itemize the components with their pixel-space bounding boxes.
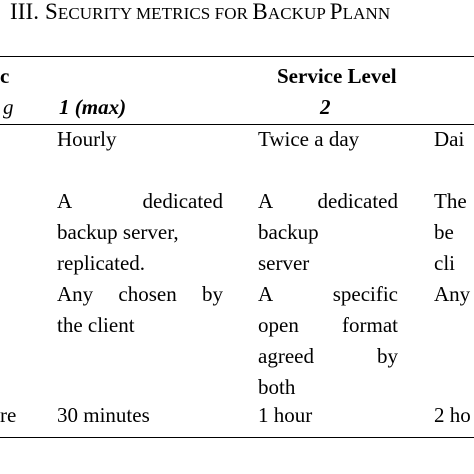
header-metric-fragment: c xyxy=(0,64,10,88)
caption-smallcaps-2: ACKUP xyxy=(267,4,330,23)
cell-location-level-1 xyxy=(57,186,223,279)
table-top-rule xyxy=(0,56,474,57)
cell-frequency-level-3: Dai xyxy=(434,127,465,151)
cell-format-level-1-line-2: the client xyxy=(57,313,135,337)
header-service-level: Service Level xyxy=(277,64,397,88)
caption-smallcaps-1: ECURITY METRICS FOR xyxy=(57,4,253,23)
cell-format-level-3 xyxy=(434,279,474,310)
cell-location-level-3-line-1: The xyxy=(434,189,467,213)
cell-location-level-2 xyxy=(258,186,398,279)
header-level-2: 2 xyxy=(320,95,331,119)
cell-location-level-1-line-2: backup server, xyxy=(57,220,179,244)
header-rating-fragment: g xyxy=(3,95,14,119)
cell-location-level-3-line-2: be xyxy=(434,220,454,244)
table-caption xyxy=(10,0,390,25)
caption-prefix: III. S xyxy=(10,0,58,24)
cell-frequency-level-2: Twice a day xyxy=(258,127,360,151)
cell-format-level-2 xyxy=(258,279,398,403)
cell-location-level-3-line-3: cli xyxy=(434,251,455,275)
cell-location-level-2-line-2: backup xyxy=(258,220,319,244)
cell-restore-label-fragment: re xyxy=(0,403,17,427)
caption-cap-p: P xyxy=(329,0,343,24)
cell-location-level-1-line-1: A dedicated xyxy=(57,189,223,213)
cell-location-level-1-line-3: replicated. xyxy=(57,251,146,275)
cell-location-level-2-line-3: server xyxy=(258,251,310,275)
caption-smallcaps-3: LANN xyxy=(342,4,391,23)
cell-restore-level-1: 30 minutes xyxy=(57,403,150,427)
cell-format-level-2-line-2: open format xyxy=(258,313,398,337)
cell-format-level-1 xyxy=(57,279,223,341)
cell-location-level-2-line-1: A dedicated xyxy=(258,189,398,213)
header-level-1: 1 (max) xyxy=(59,95,127,119)
table-bottom-rule xyxy=(0,437,474,438)
cell-format-level-3-line-1: Any xyxy=(434,282,471,306)
cell-frequency-level-1: Hourly xyxy=(57,127,117,151)
cell-restore-level-2: 1 hour xyxy=(258,403,313,427)
cell-format-level-2-line-3: agreed by xyxy=(258,344,398,368)
cell-format-level-2-line-1: A specific xyxy=(258,282,398,306)
caption-cap-b: B xyxy=(252,0,268,24)
cell-location-level-3 xyxy=(434,186,474,279)
cell-restore-level-3: 2 ho xyxy=(434,403,471,427)
cell-format-level-2-line-4: both xyxy=(258,375,296,399)
cell-format-level-1-line-1: Any chosen by xyxy=(57,282,223,306)
